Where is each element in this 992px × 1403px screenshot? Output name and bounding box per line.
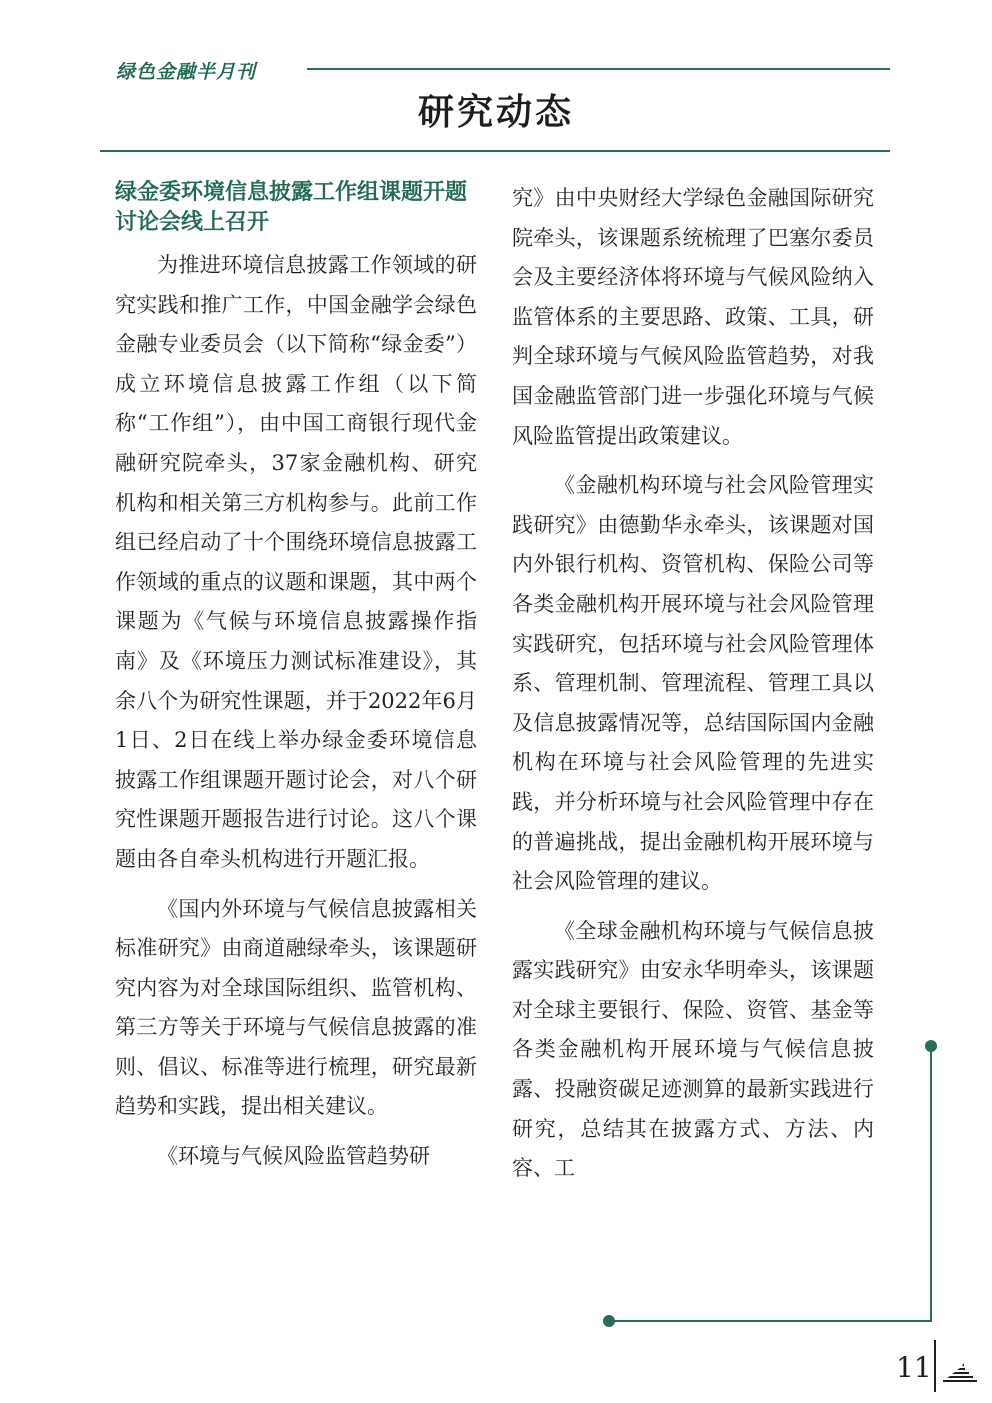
stairs-icon	[943, 1361, 977, 1383]
paragraph: 《金融机构环境与社会风险管理实践研究》由德勤华永牵头，该课题对国内外银行机构、资管机构、保险公司等各类金融机构开展环境与社会风险管理实践研究，包括环境与社会风险管理体系、管理机制、管理流程、管理工具以及信息披露情况等，总结国际国内金融机构在环境与社会风险管理的先进实践，并分析环境与社会风险管理中存在的普遍挑战，提出金融机构开展环境与社会风险管理的建议。	[512, 473, 874, 894]
right-column	[512, 179, 874, 1189]
section-title: 研究动态	[417, 92, 574, 133]
left-column	[115, 172, 477, 1177]
decorative-dot	[603, 1315, 615, 1327]
header-rule	[307, 68, 890, 70]
page-number: 11	[896, 1351, 932, 1384]
paragraph-continuation: 究》由中央财经大学绿色金融国际研究院牵头，该课题系统梳理了巴塞尔委员会及主要经济体将环境与气候风险纳入监管体系的主要思路、政策、工具，研判全球环境与气候风险监管趋势，对我国金融监管部门进一步强化环境与气候风险监管提出政策建议。	[512, 186, 874, 448]
section-divider	[100, 150, 890, 152]
paragraph: 《全球金融机构环境与气候信息披露实践研究》由安永华明牵头，该课题对全球主要银行、保险、资管、基金等各类金融机构开展环境与气候信息披露、投融资碳足迹测算的最新实践进行研究，总结其在披露方式、方法、内容、工	[512, 918, 874, 1181]
decorative-dot	[925, 1040, 937, 1052]
page-number-separator	[934, 1340, 936, 1392]
magazine-title: 绿色金融半月刊	[116, 61, 257, 83]
paragraph: 《国内外环境与气候信息披露相关标准研究》由商道融绿牵头，该课题研究内容为对全球国际组织、监管机构、第三方等关于环境与气候信息披露的准则、倡议、标准等进行梳理，研究最新趋势和实践，提出相关建议。	[115, 896, 477, 1119]
paragraph: 为推进环境信息披露工作领域的研究实践和推广工作，中国金融学会绿色金融专业委员会（以下简称“绿金委”）成立环境信息披露工作组（以下简称“工作组”），由中国工商银行现代金融研究院牵头，37家金融机构、研究机构和相关第三方机构参与。此前工作组已经启动了十个围绕环境信息披露工作领域的重点的议题和课题，其中两个课题为《气候与环境信息披露操作指南》及《环境压力测试标准建设》，其余八个为研究性课题，并于2022年6月1日、2日在线上举办绿金委环境信息披露工作组课题开题讨论会，对八个研究性课题开题报告进行讨论。这八个课题由各自牵头机构进行开题汇报。	[115, 253, 477, 871]
paragraph: 《环境与气候风险监管趋势研	[157, 1144, 430, 1169]
decorative-line-vertical	[930, 1046, 932, 1322]
decorative-line-horizontal	[609, 1320, 932, 1322]
article-headline: 绿金委环境信息披露工作组课题开题讨论会线上召开	[115, 180, 468, 235]
